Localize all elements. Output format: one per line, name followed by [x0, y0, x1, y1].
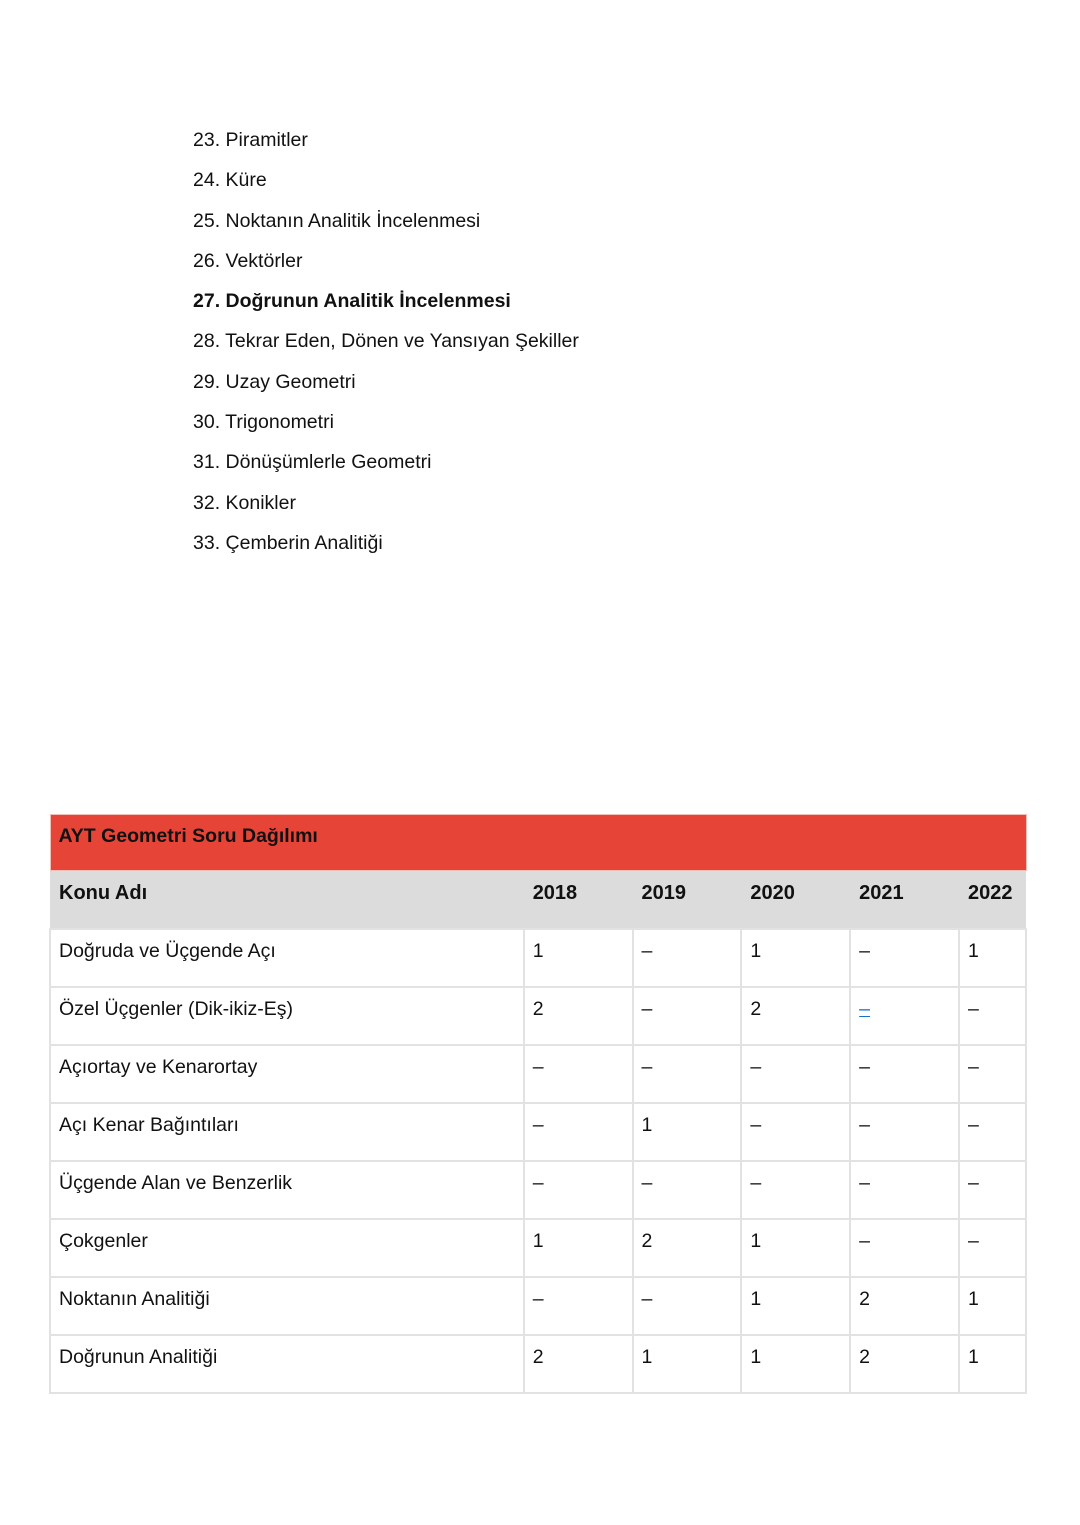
count-cell: –: [633, 987, 742, 1045]
header-year: 2022: [959, 871, 1026, 929]
count-cell: 1: [524, 1219, 633, 1277]
topic-list-item: 25. Noktanın Analitik İncelenmesi: [193, 209, 481, 232]
count-cell: 2: [741, 987, 850, 1045]
topic-list-item: 31. Dönüşümlerle Geometri: [193, 451, 432, 474]
topic-list-item: 30. Trigonometri: [193, 411, 334, 434]
count-cell: 2: [524, 987, 633, 1045]
count-cell: –: [850, 1219, 959, 1277]
count-cell: –: [850, 929, 959, 987]
table-row: [50, 1045, 1026, 1103]
count-cell: 1: [741, 1219, 850, 1277]
count-cell: 2: [850, 1277, 959, 1335]
count-cell: –: [633, 1045, 742, 1103]
count-cell: –: [959, 987, 1026, 1045]
count-cell: 1: [959, 1335, 1026, 1393]
table-row: [50, 1335, 1026, 1393]
count-cell: –: [524, 1161, 633, 1219]
table-row: [50, 1161, 1026, 1219]
table-row: [50, 929, 1026, 987]
count-cell: [850, 987, 959, 1045]
table-row: [50, 1103, 1026, 1161]
count-cell: –: [741, 1161, 850, 1219]
topic-cell: Doğrunun Analitiği: [50, 1335, 524, 1393]
header-year: 2020: [741, 871, 850, 929]
topic-cell: Üçgende Alan ve Benzerlik: [50, 1161, 524, 1219]
count-cell: 1: [633, 1335, 742, 1393]
count-cell: –: [850, 1103, 959, 1161]
topic-list-item: 29. Uzay Geometri: [193, 370, 356, 393]
count-cell: 2: [850, 1335, 959, 1393]
header-year: 2021: [850, 871, 959, 929]
count-cell: 1: [524, 929, 633, 987]
topic-list-item: 27. Doğrunun Analitik İncelenmesi: [193, 290, 511, 313]
table-row: [50, 1219, 1026, 1277]
topic-cell: Doğruda ve Üçgende Açı: [50, 929, 524, 987]
count-cell: –: [959, 1103, 1026, 1161]
count-cell: –: [524, 1045, 633, 1103]
count-cell: –: [633, 1161, 742, 1219]
topic-cell: Özel Üçgenler (Dik-ikiz-Eş): [50, 987, 524, 1045]
table-row: [50, 987, 1026, 1045]
topic-list-item: 28. Tekrar Eden, Dönen ve Yansıyan Şekiller: [193, 330, 579, 353]
count-cell: 2: [524, 1335, 633, 1393]
topic-cell: Açı Kenar Bağıntıları: [50, 1103, 524, 1161]
table-header-row: [50, 871, 1026, 929]
count-cell: –: [959, 1045, 1026, 1103]
count-cell: 1: [741, 1277, 850, 1335]
count-cell: –: [633, 929, 742, 987]
count-cell: –: [850, 1045, 959, 1103]
count-cell: 1: [959, 1277, 1026, 1335]
count-cell: 1: [633, 1103, 742, 1161]
count-cell: 1: [741, 929, 850, 987]
count-link[interactable]: –: [859, 997, 871, 1020]
count-cell: –: [633, 1277, 742, 1335]
count-cell: 2: [633, 1219, 742, 1277]
table-title-row: [50, 815, 1026, 871]
table-title: AYT Geometri Soru Dağılımı: [50, 815, 1026, 871]
topic-list-item: 26. Vektörler: [193, 249, 303, 272]
topic-list: [193, 127, 579, 570]
count-cell: –: [741, 1103, 850, 1161]
count-cell: –: [959, 1219, 1026, 1277]
topic-list-item: 23. Piramitler: [193, 129, 308, 151]
count-cell: –: [741, 1045, 850, 1103]
topic-list-item: 24. Küre: [193, 169, 267, 192]
topic-list-item: 33. Çemberin Analitiği: [193, 531, 383, 554]
topic-cell: Çokgenler: [50, 1219, 524, 1277]
table-row: [50, 1277, 1026, 1335]
count-cell: –: [959, 1161, 1026, 1219]
header-topic: Konu Adı: [50, 871, 524, 929]
header-year: 2018: [524, 871, 633, 929]
topic-list-item: 32. Konikler: [193, 491, 296, 514]
topic-cell: Noktanın Analitiği: [50, 1277, 524, 1335]
count-cell: –: [524, 1103, 633, 1161]
topic-cell: Açıortay ve Kenarortay: [50, 1045, 524, 1103]
count-cell: 1: [741, 1335, 850, 1393]
header-year: 2019: [633, 871, 742, 929]
count-cell: 1: [959, 929, 1026, 987]
count-cell: –: [850, 1161, 959, 1219]
question-distribution-table: [49, 814, 1027, 1394]
count-cell: –: [524, 1277, 633, 1335]
